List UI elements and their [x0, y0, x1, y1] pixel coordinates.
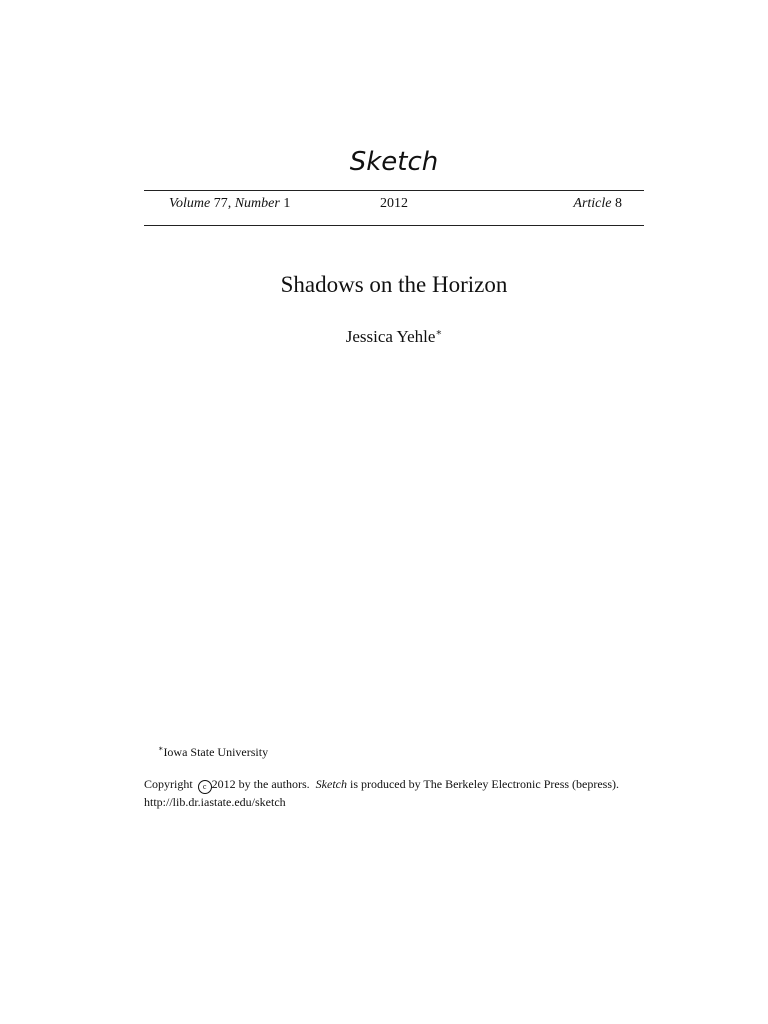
article-info — [573, 195, 622, 213]
header-rule-top — [144, 190, 644, 191]
issue-line — [144, 195, 644, 215]
copyright-notice — [144, 776, 664, 810]
volume-label: Volume — [169, 196, 211, 211]
copyright-year: 2012 by the authors. — [211, 777, 310, 791]
copyright-icon: c — [198, 780, 212, 794]
header-rule-bottom — [144, 225, 644, 226]
affiliation: Iowa State University — [163, 745, 269, 759]
journal-url-link[interactable]: http://lib.dr.iastate.edu/sketch — [144, 795, 286, 809]
author-name: Jessica Yehle — [345, 327, 436, 346]
author-line — [0, 325, 768, 349]
number-label: Number — [234, 196, 280, 211]
article-number: 8 — [615, 196, 622, 211]
copyright-journal: Sketch — [315, 777, 347, 791]
number-value: 1 — [283, 196, 291, 211]
issue-year: 2012 — [380, 196, 408, 211]
footnote-mark: ∗ — [158, 744, 164, 753]
journal-title: Sketch — [349, 147, 439, 177]
copyright-suffix: is produced by The Berkeley Electronic Press (bepress). — [349, 777, 620, 791]
volume-number: 77 — [213, 196, 228, 211]
article-title: Shadows on the Horizon — [280, 272, 508, 297]
copyright-prefix: Copyright — [144, 777, 193, 791]
author-footnote-mark: ∗ — [435, 327, 443, 339]
article-label: Article — [573, 196, 612, 211]
affiliation-footnote — [158, 744, 268, 760]
volume-number-info: Volume 77, Number 1 — [169, 196, 291, 211]
